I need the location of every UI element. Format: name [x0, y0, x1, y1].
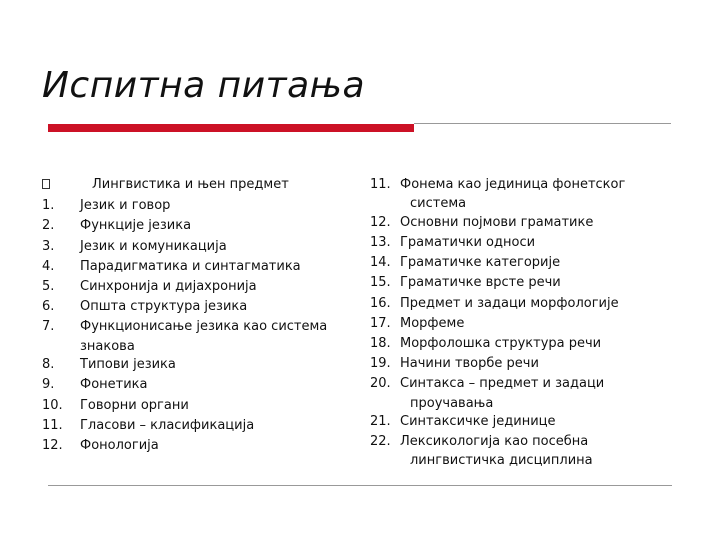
- list-item: [42, 436, 352, 456]
- list-item-text: Синтакса – предмет и задаци: [400, 376, 605, 392]
- list-item-number: 11.: [42, 417, 63, 433]
- list-bullet: [42, 175, 80, 196]
- list-item-text: Говорни органи: [80, 397, 189, 413]
- list-item: [370, 354, 670, 374]
- list-item-text: Граматички односи: [400, 234, 536, 250]
- list-item-number: 21.: [370, 414, 391, 430]
- list-item-number: 1.: [42, 198, 55, 214]
- list-item-number: 15.: [370, 275, 391, 291]
- list-item-text: Синтаксичке јединице: [400, 414, 556, 430]
- list-item-text: Фонологија: [80, 437, 159, 453]
- list-item: [370, 233, 670, 253]
- list-item-number: 20.: [370, 376, 391, 392]
- list-item-text: Морфолошка структура речи: [400, 335, 602, 351]
- list-item-text: Лексикологија као посебна: [400, 434, 589, 450]
- list-item: [42, 375, 352, 395]
- list-item-continuation: проучавања: [410, 395, 494, 411]
- list-item: [42, 237, 352, 257]
- list-item: [42, 317, 352, 355]
- slide-title: Испитна питања: [42, 65, 366, 106]
- list-item-number: 2.: [42, 218, 55, 234]
- list-item: [370, 334, 670, 354]
- list-item-text: Предмет и задаци морфологије: [400, 295, 619, 311]
- list-item: [42, 355, 352, 375]
- list-item: [370, 374, 670, 412]
- list-item-text: Језик и говор: [80, 198, 171, 214]
- list-item: [42, 216, 352, 236]
- list-item-text: Језик и комуникација: [80, 238, 227, 254]
- title-rule-line: [414, 123, 671, 124]
- list-item: [42, 297, 352, 317]
- list-item-number: 14.: [370, 255, 391, 271]
- left-question-list: [42, 175, 352, 456]
- list-item-number: 19.: [370, 356, 391, 372]
- list-item-text-wrap: [400, 175, 670, 213]
- list-item: [370, 432, 670, 470]
- list-item-text: Типови језика: [80, 357, 176, 373]
- list-item-text: Фонема као јединица фонетског: [400, 177, 626, 192]
- list-item-number: 11.: [370, 177, 391, 192]
- square-bullet-icon: [42, 179, 50, 189]
- list-item-continuation: знакова: [80, 338, 135, 354]
- list-item-text: Гласови – класификација: [80, 417, 255, 433]
- list-item-number: 5.: [42, 279, 55, 295]
- list-item-text-wrap: [80, 317, 352, 355]
- list-item-number: 12.: [370, 214, 391, 230]
- list-item: [42, 277, 352, 297]
- list-item: [42, 175, 352, 196]
- list-item-number: 9.: [42, 377, 55, 393]
- list-item-text: Парадигматика и синтагматика: [80, 258, 301, 274]
- list-item-number: 18.: [370, 335, 391, 351]
- list-item: [42, 196, 352, 216]
- list-item-number: 22.: [370, 434, 391, 450]
- list-item-continuation: лингвистичка дисциплина: [410, 453, 593, 469]
- bottom-rule-line: [48, 485, 672, 486]
- title-accent-bar: [48, 124, 414, 132]
- list-item-number: 3.: [42, 238, 55, 254]
- list-item-number: 7.: [42, 319, 55, 335]
- list-item-text-wrap: [400, 432, 670, 470]
- list-item-continuation: система: [410, 196, 467, 212]
- list-item: [370, 175, 670, 213]
- list-item-text: Функционисање језика као система: [80, 319, 328, 335]
- list-item-text: Граматичке категорије: [400, 255, 561, 271]
- list-item-number: 13.: [370, 234, 391, 250]
- list-item: [370, 253, 670, 273]
- list-item-text: Фонетика: [80, 377, 148, 393]
- list-item-number: 12.: [42, 437, 63, 453]
- list-item: [370, 273, 670, 293]
- list-item-text: Морфеме: [400, 315, 465, 331]
- list-item-number: 4.: [42, 258, 55, 274]
- list-item-text: Функције језика: [80, 218, 192, 234]
- list-item-number: 8.: [42, 357, 55, 373]
- list-item: [370, 213, 670, 233]
- list-item-text-wrap: [400, 374, 670, 412]
- list-item-text: Општа структура језика: [80, 299, 248, 315]
- list-item: [370, 294, 670, 314]
- list-item: [42, 396, 352, 416]
- list-item-number: 10.: [42, 397, 63, 413]
- list-item: [42, 257, 352, 277]
- list-item-number: 16.: [370, 295, 391, 311]
- list-item-text: Синхронија и дијахронија: [80, 279, 257, 295]
- list-item-text: Основни појмови граматике: [400, 214, 594, 230]
- list-item-number: 17.: [370, 315, 391, 331]
- right-question-list: [370, 175, 670, 470]
- list-item-text: Лингвистика и њен предмет: [92, 177, 289, 192]
- list-item: [42, 416, 352, 436]
- list-item: [370, 412, 670, 432]
- list-item-text: Начини творбе речи: [400, 356, 539, 372]
- list-item: [370, 314, 670, 334]
- list-item-number: 6.: [42, 299, 55, 315]
- list-item-text: Граматичке врсте речи: [400, 275, 561, 291]
